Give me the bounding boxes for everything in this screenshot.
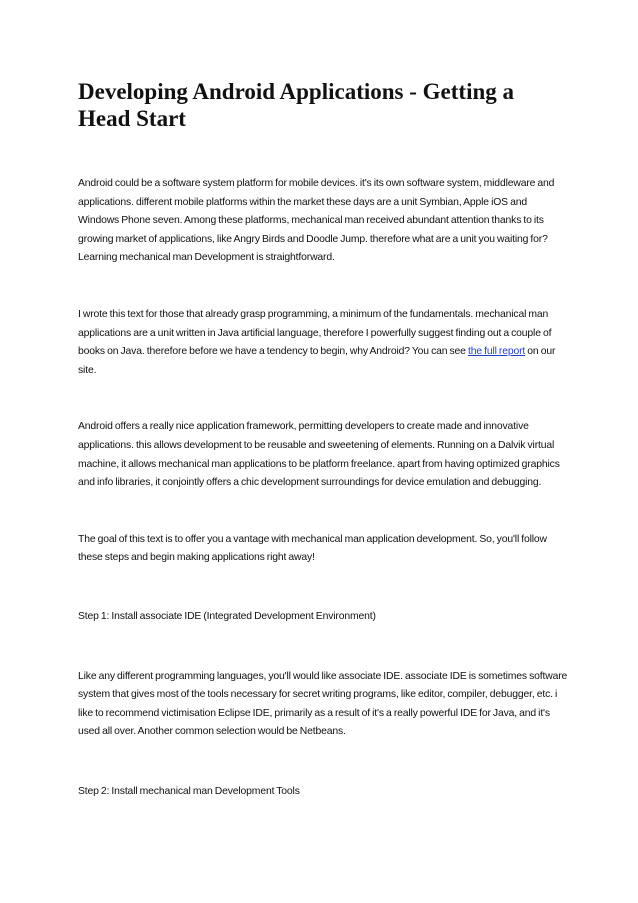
paragraph-audience-tail: on our site.: [78, 346, 556, 376]
spacer: [78, 742, 568, 783]
paragraph-framework: Android offers a really nice application framework, permitting developers to create made and innovative applications. this allows development to be reusable and sweetening of elements. Running on a Dalvik virtual machine, it allows mechanical man applications to be platform freelance. apart from having optimized graphics and info libraries, it conjointly offers a chic development surroundings for device emulation and debugging.: [78, 421, 560, 489]
spacer: [78, 568, 568, 608]
paragraph-audience: [78, 306, 568, 380]
paragraph-goal: The goal of this text is to offer you a vantage with mechanical man application development. So, you'll follow these steps and begin making applications right away!: [78, 533, 547, 564]
spacer: [78, 268, 568, 306]
paragraph-audience-text: I wrote this text for those that already grasp programming, a minimum of the fundamentals. mechanical man applications are a unit written in Java artificial language, therefore I powerfully suggest finding out a couple of books on Java. therefore before we have a tendency to begin, why Android? You can see: [78, 308, 552, 358]
paragraph-ide: Like any different programming languages, you'll would like associate IDE. associate IDE is sometimes software system that gives most of the tools necessary for secret writing programs, like editor, compiler, debugger, etc. i like to recommend victimisation Eclipse IDE, primarily as a result of it's a really powerful IDE for Java, and it's used all over. Another common selection would be Netbeans.: [78, 670, 568, 738]
step-2-heading: Step 2: Install mechanical man Development Tools: [78, 785, 300, 797]
spacer: [78, 493, 568, 531]
spacer: [78, 380, 568, 418]
document-page: [78, 78, 568, 801]
step-1-heading: Step 1: Install associate IDE (Integrated Development Environment): [78, 610, 376, 622]
document-title: Developing Android Applications - Getting a Head Start: [78, 79, 515, 131]
full-report-link[interactable]: the full report: [467, 346, 526, 358]
spacer: [78, 627, 568, 668]
paragraph-intro: Android could be a software system platform for mobile devices. it's its own software system, middleware and applications. different mobile platforms within the market these days are a unit Symbian, Apple iOS and Windows Phone seven. Among these platforms, mechanical man received abundant attention thanks to its growing market of applications, like Angry Birds and Doodle Jump. therefore what are a unit you waiting for? Learning mechanical man Development is straightforward.: [78, 178, 555, 264]
